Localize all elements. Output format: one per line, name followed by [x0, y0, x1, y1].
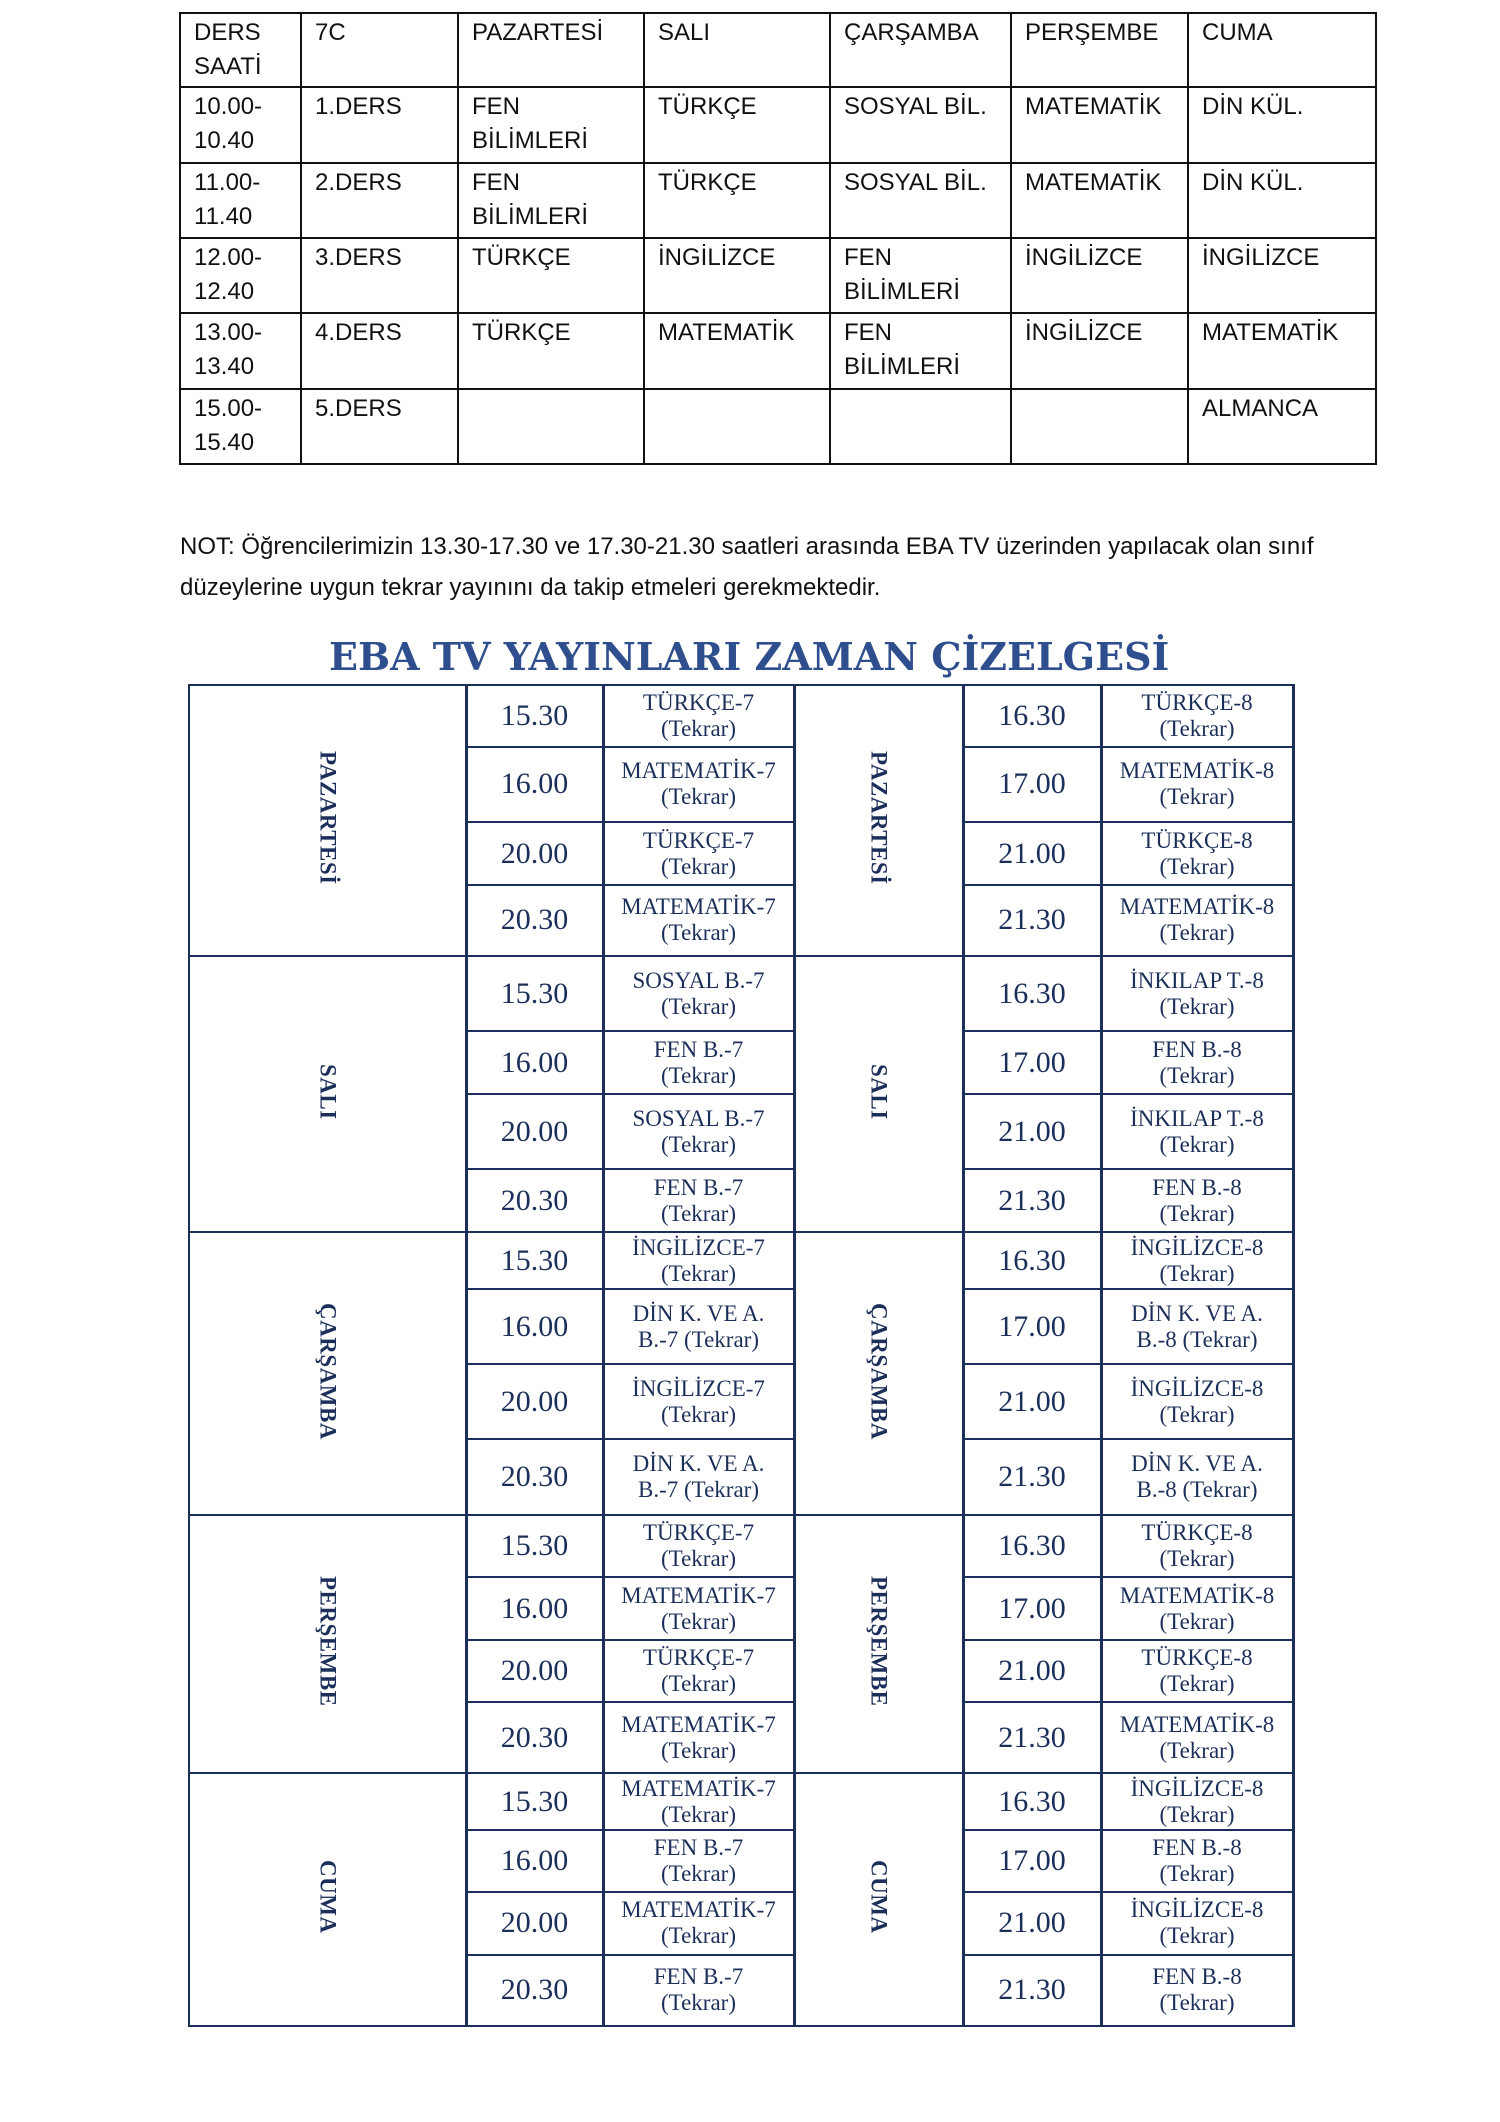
timetable-cell — [644, 389, 830, 464]
timetable-cell: İNGİLİZCE — [1188, 238, 1376, 313]
grade8-program-line: (Tekrar) — [1159, 1401, 1235, 1427]
timetable-header-cell: CUMA — [1188, 13, 1376, 87]
grade8-time: 21.30 — [963, 1955, 1101, 2026]
grade7-program-line: İNGİLİZCE-7 — [632, 1234, 765, 1260]
timetable-cell: MATEMATİK — [1011, 87, 1188, 162]
class-timetable — [179, 12, 1377, 465]
grade8-time: 17.00 — [963, 1577, 1101, 1640]
grade7-time: 20.30 — [466, 1955, 603, 2026]
grade8-time: 21.00 — [963, 1364, 1101, 1439]
grade7-program — [603, 747, 794, 822]
grade7-program — [603, 1094, 794, 1169]
grade8-program-line: (Tekrar) — [1159, 1801, 1235, 1827]
day-label: SALI — [866, 1063, 892, 1120]
grade8-program-line: MATEMATİK-8 — [1119, 1711, 1275, 1737]
grade8-time: 21.30 — [963, 1702, 1101, 1773]
grade7-program-line: B.-7 (Tekrar) — [638, 1326, 759, 1352]
grade7-program-line: DİN K. VE A. — [632, 1451, 765, 1477]
grade7-program-line: İNGİLİZCE-7 — [632, 1375, 765, 1401]
grade8-program — [1101, 1640, 1293, 1702]
grade7-program-line: B.-7 (Tekrar) — [638, 1477, 759, 1503]
grade8-program-line: İNKILAP T.-8 — [1130, 1105, 1264, 1131]
grade7-program-line: (Tekrar) — [661, 853, 736, 879]
grade8-program-line: (Tekrar) — [1159, 715, 1235, 741]
grade8-program-line: TÜRKÇE-8 — [1141, 1645, 1253, 1671]
grade8-time: 16.30 — [963, 1515, 1101, 1577]
grade8-program-line: İNKILAP T.-8 — [1130, 967, 1264, 993]
day-label-cell — [189, 1232, 466, 1515]
grade7-program-line: FEN B.-7 — [653, 1174, 744, 1200]
timetable-cell: ALMANCA — [1188, 389, 1376, 464]
timetable-row — [180, 163, 1376, 238]
timetable-cell: SOSYAL BİL. — [830, 87, 1011, 162]
grade7-time: 20.00 — [466, 1364, 603, 1439]
schedule-row — [189, 1515, 1293, 1577]
grade8-time: 21.00 — [963, 1094, 1101, 1169]
schedule-row — [189, 956, 1293, 1031]
grade7-program — [603, 1169, 794, 1232]
timetable-cell — [458, 389, 644, 464]
timetable-row — [180, 313, 1376, 388]
grade7-time: 15.30 — [466, 685, 603, 747]
timetable-cell: 3.DERS — [301, 238, 458, 313]
day-label-cell — [794, 685, 963, 956]
grade8-program — [1101, 747, 1293, 822]
grade8-program-line: İNGİLİZCE-8 — [1130, 1234, 1264, 1260]
grade7-program — [603, 822, 794, 885]
day-label-cell — [189, 956, 466, 1232]
grade7-program-line: (Tekrar) — [661, 1260, 736, 1286]
timetable-cell: MATEMATİK — [1188, 313, 1376, 388]
grade7-program-line: TÜRKÇE-7 — [642, 1520, 755, 1546]
grade8-program-line: (Tekrar) — [1159, 1990, 1235, 2016]
grade7-program-line: TÜRKÇE-7 — [642, 689, 755, 715]
timetable-header-cell: 7C — [301, 13, 458, 87]
timetable-cell: 1.DERS — [301, 87, 458, 162]
grade8-time: 21.00 — [963, 1892, 1101, 1955]
grade7-program-line: (Tekrar) — [661, 1990, 736, 2016]
day-label: PERŞEMBE — [866, 1576, 892, 1707]
grade8-program-line: İNGİLİZCE-8 — [1130, 1775, 1264, 1801]
grade8-program-line: (Tekrar) — [1159, 1737, 1235, 1763]
timetable-cell: İNGİLİZCE — [1011, 238, 1188, 313]
grade8-program-line: (Tekrar) — [1159, 1546, 1235, 1572]
timetable-header-row — [180, 13, 1376, 87]
timetable-cell: MATEMATİK — [1011, 163, 1188, 238]
timetable-cell: FEN BİLİMLERİ — [830, 238, 1011, 313]
grade7-program — [603, 685, 794, 747]
grade7-program-line: (Tekrar) — [661, 1608, 736, 1634]
grade8-program — [1101, 1515, 1293, 1577]
grade7-program — [603, 956, 794, 1031]
grade8-time: 17.00 — [963, 1289, 1101, 1364]
grade8-program — [1101, 1773, 1293, 1830]
grade8-program-line: FEN B.-8 — [1152, 1174, 1242, 1200]
day-label-cell — [189, 685, 466, 956]
grade8-program-line: MATEMATİK-8 — [1119, 758, 1275, 784]
grade7-program-line: TÜRKÇE-7 — [642, 1645, 755, 1671]
grade8-program-line: (Tekrar) — [1159, 1608, 1235, 1634]
timetable-cell — [1011, 389, 1188, 464]
grade7-program — [603, 1289, 794, 1364]
grade7-program-line: MATEMATİK-7 — [621, 758, 776, 784]
grade8-time: 17.00 — [963, 747, 1101, 822]
timetable-header-cell: DERS SAATİ — [180, 13, 301, 87]
timetable-cell: 11.00-11.40 — [180, 163, 301, 238]
grade7-program-line: (Tekrar) — [661, 1860, 736, 1886]
grade7-time: 15.30 — [466, 1773, 603, 1830]
grade7-program-line: (Tekrar) — [661, 1401, 736, 1427]
timetable-row — [180, 238, 1376, 313]
grade8-time: 17.00 — [963, 1031, 1101, 1094]
grade8-time: 16.30 — [963, 1773, 1101, 1830]
day-label: ÇARŞAMBA — [866, 1302, 892, 1440]
timetable-row — [180, 389, 1376, 464]
schedule-row — [189, 1773, 1293, 1830]
timetable-cell: TÜRKÇE — [458, 313, 644, 388]
grade8-program-line: (Tekrar) — [1159, 1062, 1235, 1088]
grade8-program — [1101, 1439, 1293, 1515]
schedule-row — [189, 1232, 1293, 1289]
grade8-program — [1101, 885, 1293, 956]
timetable-cell — [830, 389, 1011, 464]
grade8-program — [1101, 822, 1293, 885]
grade7-program-line: MATEMATİK-7 — [621, 1775, 776, 1801]
grade8-program — [1101, 1830, 1293, 1892]
grade7-program-line: (Tekrar) — [661, 1546, 736, 1572]
eba-tv-schedule-title: EBA TV YAYINLARI ZAMAN ÇİZELGESİ — [329, 634, 1170, 679]
grade7-program-line: SOSYAL B.-7 — [632, 967, 765, 993]
timetable-cell: TÜRKÇE — [644, 163, 830, 238]
grade7-program-line: FEN B.-7 — [653, 1834, 744, 1860]
grade8-program — [1101, 1094, 1293, 1169]
timetable-cell: İNGİLİZCE — [1011, 313, 1188, 388]
grade7-program-line: (Tekrar) — [661, 784, 736, 810]
grade7-program — [603, 1640, 794, 1702]
eba-tv-schedule-table — [188, 684, 1295, 2027]
grade7-program — [603, 885, 794, 956]
timetable-cell: 13.00-13.40 — [180, 313, 301, 388]
schedule-row — [189, 685, 1293, 747]
grade7-time: 16.00 — [466, 1289, 603, 1364]
grade7-time: 16.00 — [466, 747, 603, 822]
day-label-cell — [794, 1232, 963, 1515]
grade8-time: 21.30 — [963, 1169, 1101, 1232]
day-label-cell — [794, 956, 963, 1232]
grade8-program — [1101, 956, 1293, 1031]
grade8-program-line: (Tekrar) — [1159, 1860, 1235, 1886]
grade8-program-line: (Tekrar) — [1159, 1200, 1235, 1226]
day-label: SALI — [315, 1063, 341, 1120]
grade7-time: 15.30 — [466, 1515, 603, 1577]
grade8-program — [1101, 1232, 1293, 1289]
timetable-cell: MATEMATİK — [644, 313, 830, 388]
grade7-time: 20.30 — [466, 1439, 603, 1515]
grade7-time: 20.00 — [466, 1094, 603, 1169]
timetable-cell: 15.00-15.40 — [180, 389, 301, 464]
day-label-cell — [189, 1515, 466, 1773]
grade7-time: 15.30 — [466, 956, 603, 1031]
grade7-time: 16.00 — [466, 1577, 603, 1640]
grade8-program-line: (Tekrar) — [1159, 1671, 1235, 1697]
grade8-time: 16.30 — [963, 1232, 1101, 1289]
grade8-program-line: TÜRKÇE-8 — [1141, 1520, 1253, 1546]
grade7-time: 20.30 — [466, 885, 603, 956]
grade8-program-line: (Tekrar) — [1159, 993, 1235, 1019]
grade8-program-line: (Tekrar) — [1159, 1923, 1235, 1949]
grade8-program-line: MATEMATİK-8 — [1119, 894, 1275, 920]
grade8-program-line: TÜRKÇE-8 — [1141, 689, 1253, 715]
timetable-cell: 4.DERS — [301, 313, 458, 388]
grade8-program-line: (Tekrar) — [1159, 1131, 1235, 1157]
grade8-program — [1101, 1702, 1293, 1773]
timetable-header-cell: PAZARTESİ — [458, 13, 644, 87]
grade7-program-line: MATEMATİK-7 — [621, 1711, 776, 1737]
day-label: PERŞEMBE — [315, 1576, 341, 1707]
grade7-program — [603, 1364, 794, 1439]
grade7-time: 20.00 — [466, 1640, 603, 1702]
timetable-cell: TÜRKÇE — [458, 238, 644, 313]
grade8-program — [1101, 1364, 1293, 1439]
grade8-program-line: (Tekrar) — [1159, 784, 1235, 810]
grade7-program-line: (Tekrar) — [661, 1923, 736, 1949]
grade8-program-line: FEN B.-8 — [1152, 1834, 1242, 1860]
timetable-cell: 5.DERS — [301, 389, 458, 464]
day-label: CUMA — [315, 1860, 341, 1934]
grade7-program — [603, 1439, 794, 1515]
grade7-time: 20.00 — [466, 1892, 603, 1955]
grade8-program-line: FEN B.-8 — [1152, 1964, 1242, 1990]
grade8-time: 21.00 — [963, 822, 1101, 885]
day-label: PAZARTESİ — [315, 751, 341, 885]
note-text: NOT: Öğrencilerimizin 13.30-17.30 ve 17.30-21.30 saatleri arasında EBA TV üzerinden yapılacak olan sınıf düzeylerine uygun tekrar yayınını da takip etmeleri gerekmektedir. — [180, 533, 1314, 601]
timetable-cell: FEN BİLİMLERİ — [458, 87, 644, 162]
timetable-cell: 10.00-10.40 — [180, 87, 301, 162]
timetable-cell: 12.00-12.40 — [180, 238, 301, 313]
grade8-program-line: (Tekrar) — [1159, 920, 1235, 946]
grade7-program-line: (Tekrar) — [661, 920, 736, 946]
grade7-program-line: FEN B.-7 — [653, 1036, 744, 1062]
grade7-program-line: MATEMATİK-7 — [621, 1582, 776, 1608]
grade7-time: 16.00 — [466, 1031, 603, 1094]
grade7-program — [603, 1515, 794, 1577]
grade7-program — [603, 1232, 794, 1289]
grade7-program-line: TÜRKÇE-7 — [642, 827, 755, 853]
grade7-program-line: (Tekrar) — [661, 1200, 736, 1226]
grade8-program — [1101, 1577, 1293, 1640]
grade8-program — [1101, 1892, 1293, 1955]
grade7-program-line: (Tekrar) — [661, 1671, 736, 1697]
grade7-time: 20.00 — [466, 822, 603, 885]
grade7-program-line: (Tekrar) — [661, 1062, 736, 1088]
timetable-cell: 2.DERS — [301, 163, 458, 238]
grade7-time: 20.30 — [466, 1702, 603, 1773]
grade7-program — [603, 1892, 794, 1955]
grade8-program-line: (Tekrar) — [1159, 853, 1235, 879]
grade8-program — [1101, 1289, 1293, 1364]
grade7-program-line: (Tekrar) — [661, 1131, 736, 1157]
timetable-cell: DİN KÜL. — [1188, 87, 1376, 162]
grade7-time: 15.30 — [466, 1232, 603, 1289]
grade8-time: 16.30 — [963, 956, 1101, 1031]
grade8-program-line: FEN B.-8 — [1152, 1036, 1242, 1062]
timetable-cell: DİN KÜL. — [1188, 163, 1376, 238]
grade8-program — [1101, 1955, 1293, 2026]
grade8-time: 21.00 — [963, 1640, 1101, 1702]
grade7-program-line: DİN K. VE A. — [632, 1300, 765, 1326]
timetable-cell: SOSYAL BİL. — [830, 163, 1011, 238]
grade7-program — [603, 1955, 794, 2026]
grade7-program-line: SOSYAL B.-7 — [632, 1105, 765, 1131]
grade8-program-line: B.-8 (Tekrar) — [1136, 1477, 1258, 1503]
grade7-time: 20.30 — [466, 1169, 603, 1232]
grade8-time: 21.30 — [963, 1439, 1101, 1515]
grade8-program — [1101, 685, 1293, 747]
grade7-program-line: (Tekrar) — [661, 1737, 736, 1763]
timetable-header-cell: SALI — [644, 13, 830, 87]
grade7-program — [603, 1773, 794, 1830]
grade8-program — [1101, 1169, 1293, 1232]
day-label: PAZARTESİ — [866, 751, 892, 885]
grade8-program-line: DİN K. VE A. — [1131, 1300, 1263, 1326]
timetable-row — [180, 87, 1376, 162]
grade7-program-line: FEN B.-7 — [653, 1964, 744, 1990]
grade7-program — [603, 1702, 794, 1773]
grade8-program-line: (Tekrar) — [1159, 1260, 1235, 1286]
grade7-program — [603, 1031, 794, 1094]
grade7-program-line: (Tekrar) — [661, 715, 736, 741]
day-label-cell — [794, 1773, 963, 2026]
grade7-program-line: MATEMATİK-7 — [621, 1897, 776, 1923]
grade8-program-line: DİN K. VE A. — [1131, 1451, 1263, 1477]
day-label: CUMA — [866, 1860, 892, 1934]
day-label: ÇARŞAMBA — [315, 1302, 341, 1440]
grade7-program — [603, 1830, 794, 1892]
grade8-program-line: MATEMATİK-8 — [1119, 1582, 1275, 1608]
grade8-time: 21.30 — [963, 885, 1101, 956]
timetable-header-cell: ÇARŞAMBA — [830, 13, 1011, 87]
timetable-cell: TÜRKÇE — [644, 87, 830, 162]
day-label-cell — [189, 1773, 466, 2026]
grade7-program — [603, 1577, 794, 1640]
timetable-cell: İNGİLİZCE — [644, 238, 830, 313]
grade8-time: 17.00 — [963, 1830, 1101, 1892]
grade8-program-line: İNGİLİZCE-8 — [1130, 1897, 1264, 1923]
grade8-program-line: B.-8 (Tekrar) — [1136, 1326, 1258, 1352]
grade8-time: 16.30 — [963, 685, 1101, 747]
timetable-cell: FEN BİLİMLERİ — [830, 313, 1011, 388]
grade7-time: 16.00 — [466, 1830, 603, 1892]
grade7-program-line: (Tekrar) — [661, 993, 736, 1019]
grade8-program-line: İNGİLİZCE-8 — [1130, 1375, 1264, 1401]
grade7-program-line: MATEMATİK-7 — [621, 894, 776, 920]
day-label-cell — [794, 1515, 963, 1773]
grade7-program-line: (Tekrar) — [661, 1801, 736, 1827]
grade8-program-line: TÜRKÇE-8 — [1141, 827, 1253, 853]
timetable-header-cell: PERŞEMBE — [1011, 13, 1188, 87]
grade8-program — [1101, 1031, 1293, 1094]
timetable-cell: FEN BİLİMLERİ — [458, 163, 644, 238]
